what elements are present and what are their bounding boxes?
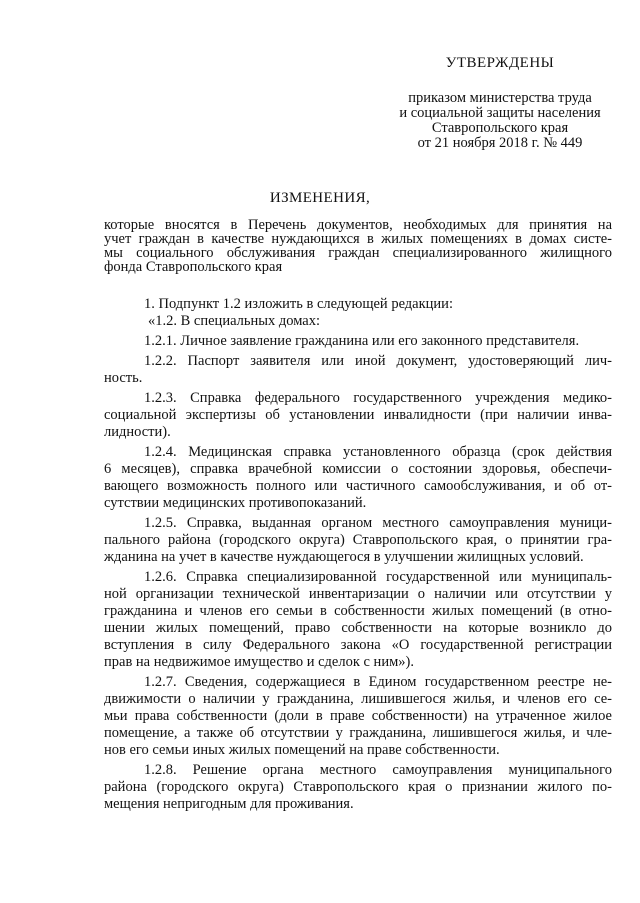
document-body [104, 296, 612, 813]
subtitle-line: фонда Ставропольского края [104, 259, 283, 275]
body-line: мьи права собственности (доли в праве собственности) на утраченное жилое [104, 708, 612, 724]
body-line: помещение, а также об отсутствии у гражданина, лишившегося жилья, и чле- [104, 725, 612, 741]
body-line: лидности). [104, 424, 171, 440]
body-line: 1. Подпункт 1.2 изложить в следующей редакции: [144, 296, 453, 312]
approval-line: Ставропольского края [431, 120, 569, 136]
subtitle-line: учет граждан в качестве нуждающихся в жилых помещениях в домах систе- [104, 231, 612, 247]
body-line: шении жилых помещений, право собственности на которые возникло до [104, 620, 612, 636]
body-line: 1.2.5. Справка, выданная органом местного самоуправления муници- [144, 515, 612, 531]
body-line: ность. [104, 370, 143, 386]
body-line: жданина на учет в качестве нуждающегося в улучшении жилищных условий. [104, 549, 584, 565]
body-line: 1.2.6. Справка специализированной государственной или муниципаль- [144, 569, 612, 585]
body-line: прав на недвижимое имущество и сделок с ним»). [104, 654, 414, 670]
subtitle-line: которые вносятся в Перечень документов, необходимых для принятия на [104, 217, 612, 233]
approval-line: и социальной защиты населения [399, 105, 601, 121]
document-subtitle [104, 218, 612, 274]
body-line: ной организации технической инвентаризации о наличии или отсутствии у [104, 586, 612, 602]
body-line: 6 месяцев), справка врачебной комиссии о состоянии здоровья, обеспечи- [104, 461, 612, 477]
body-line: вающего возможность полного или частичного самообслуживания, и об от- [104, 478, 612, 494]
body-line: социальной экспертизы об установлении инвалидности (при наличии инва- [104, 407, 612, 423]
body-line: 1.2.2. Паспорт заявителя или иной документ, удостоверяющий лич- [144, 353, 612, 369]
document-title: ИЗМЕНЕНИЯ, [269, 190, 371, 206]
body-line: нов его семьи иных жилых помещений на праве собственности. [104, 742, 500, 758]
body-line: 1.2.1. Личное заявление гражданина или его законного представителя. [144, 333, 580, 349]
body-line: вступления в силу Федерального закона «О государственной регистрации [104, 637, 612, 653]
subtitle-line: мы социального обслуживания граждан специализированного жилищного [104, 245, 612, 261]
body-line: «1.2. В специальных домах: [148, 313, 321, 329]
body-line: 1.2.4. Медицинская справка установленного образца (срок действия [144, 444, 612, 460]
body-line: пального района (городского округа) Ставропольского края, о принятии гра- [104, 532, 612, 548]
body-line: движимости о наличии у гражданина, лишившегося жилья, и членов его се- [104, 691, 612, 707]
body-line: 1.2.3. Справка федерального государственного учреждения медико- [144, 390, 612, 406]
approval-line: от 21 ноября 2018 г. № 449 [417, 135, 583, 151]
approval-heading: УТВЕРЖДЕНЫ [445, 55, 555, 71]
body-line: 1.2.7. Сведения, содержащиеся в Едином государственном реестре не- [144, 674, 612, 690]
approval-line: приказом министерства труда [408, 90, 592, 106]
body-line: сутствии медицинских противопоказаний. [104, 495, 367, 511]
body-line: гражданина и членов его семьи в собственности жилых помещений (в отно- [104, 603, 612, 619]
body-line: района (городского округа) Ставропольского края о признании жилого по- [104, 779, 612, 795]
approval-block [380, 56, 620, 151]
body-line: 1.2.8. Решение органа местного самоуправления муниципального [144, 762, 612, 778]
body-line: мещения непригодным для проживания. [104, 796, 354, 812]
